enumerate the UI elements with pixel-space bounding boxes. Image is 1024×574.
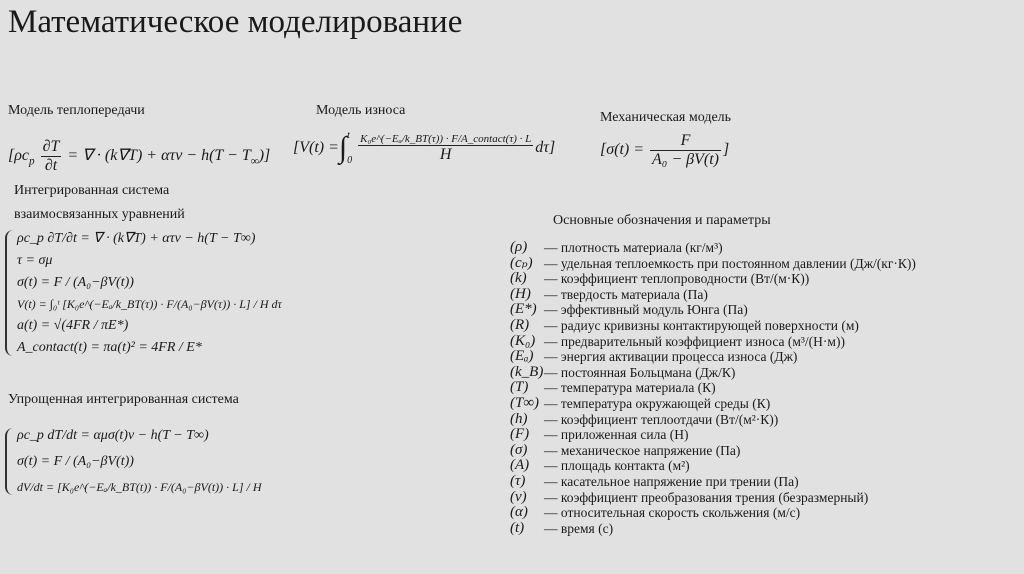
legend-symbol: (ρ) <box>510 239 528 255</box>
legend-symbol: (t) <box>510 519 525 536</box>
legend-item <box>510 287 916 303</box>
upper-limit: t <box>347 130 350 141</box>
simplified-label: Упрощенная интегрированная система <box>8 392 239 407</box>
system-line: V(t) = ∫₀ᵗ [K₀e^(−Eₐ/k_BT(τ)) · F/(A₀−βV(τ)) · L] / H dτ <box>17 297 282 311</box>
wear-fraction <box>358 133 533 164</box>
legend-symbol: (k_B) <box>510 363 544 380</box>
legend-symbol: (H) <box>510 285 531 302</box>
heat-fraction <box>41 138 62 175</box>
legend-description: — радиус кривизны контактирующей поверхности (м) <box>544 317 859 333</box>
legend-item <box>510 521 916 537</box>
wear-model-equation <box>293 130 555 166</box>
legend-description: — плотность материала (кг/м³) <box>544 240 723 255</box>
system-line: σ(t) = F / (A₀−βV(t)) <box>17 275 134 290</box>
frac-den: H <box>439 145 452 163</box>
heat-model-label: Модель теплопередачи <box>8 103 145 118</box>
legend-item <box>510 490 916 506</box>
legend-description: — механическое напряжение (Па) <box>544 442 741 458</box>
frac-den: ∂t <box>44 157 58 174</box>
legend-symbol: (E*) <box>510 301 537 318</box>
legend-symbol: (F) <box>510 426 530 443</box>
system-line: ρc_p dT/dt = αμσ(t)v − h(T − T∞) <box>17 428 209 443</box>
lower-limit: 0 <box>347 155 353 166</box>
legend-description: — температура окружающей среды (К) <box>544 395 771 411</box>
system-line: dV/dt = [K₀e^(−Eₐ/k_BT(t)) · F/(A₀−βV(t)) · L] / H <box>17 480 262 494</box>
frac-den: A₀ − βV(t) <box>652 151 719 168</box>
integrated-system <box>5 230 282 356</box>
legend-item <box>510 443 916 459</box>
slide-title: Математическое моделирование <box>8 4 463 40</box>
legend-description: — температура материала (К) <box>544 380 716 396</box>
mech-model-label: Механическая модель <box>600 110 732 125</box>
legend-description: — постоянная Больцмана (Дж/К) <box>544 364 736 380</box>
legend-description: — эффективный модуль Юнга (Па) <box>544 302 748 318</box>
legend-item <box>510 505 916 521</box>
legend-description: — коэффициент теплопроводности (Вт/(м·К)) <box>544 271 810 287</box>
legend-description: — коэффициент преобразования трения (безразмерный) <box>544 489 869 505</box>
legend-symbol: (v) <box>510 488 527 505</box>
legend-item <box>510 412 916 428</box>
legend-symbol: (Eₐ) <box>510 348 534 365</box>
heat-lhs: [ρc <box>8 147 30 165</box>
legend-description: — коэффициент теплоотдачи (Вт/(м²·К)) <box>544 411 779 427</box>
legend-item <box>510 349 916 365</box>
legend-symbol: (α) <box>510 504 528 521</box>
system-line: τ = σμ <box>17 253 53 268</box>
legend-symbol: (R) <box>510 316 530 333</box>
brace <box>5 230 13 356</box>
wear-lhs: [V(t) = <box>293 139 339 156</box>
legend-symbol: (A) <box>510 457 530 474</box>
legend-symbol: (k) <box>510 270 527 287</box>
legend-item <box>510 396 916 412</box>
legend-symbol: (h) <box>510 410 528 427</box>
legend-description: — относительная скорость скольжения (м/с) <box>544 505 801 521</box>
legend-description: — приложенная сила (Н) <box>544 427 689 443</box>
legend-description: — время (с) <box>544 520 614 536</box>
system-line: σ(t) = F / (A₀−βV(t)) <box>17 454 134 469</box>
frac-num: K₀e^(−Eₐ/k_BT(τ)) · F/A_contact(τ) · L <box>360 132 532 145</box>
legend-symbol: (T∞) <box>510 394 540 411</box>
heat-model-equation <box>8 138 270 175</box>
legend-item <box>510 365 916 381</box>
brace <box>5 428 13 495</box>
heat-rhs: = ∇ · (k∇T) + ατv − h(T − T <box>67 147 251 165</box>
legend-item <box>510 474 916 490</box>
system-line: a(t) = √(4FR / πE*) <box>17 318 129 333</box>
frac-num: F <box>650 132 721 151</box>
wear-model-label: Модель износа <box>316 103 406 118</box>
legend-symbol: (K₀) <box>510 332 536 349</box>
legend-item <box>510 380 916 396</box>
heat-close: )] <box>258 147 271 165</box>
integrated-label-2: взаимосвязанных уравнений <box>14 207 185 222</box>
legend-item <box>510 256 916 272</box>
legend-item <box>510 240 916 256</box>
legend-symbol: (T) <box>510 379 529 396</box>
legend-description: — площадь контакта (м²) <box>544 458 690 474</box>
legend-symbol: (σ) <box>510 441 528 458</box>
legend-list <box>510 240 916 536</box>
legend-item <box>510 302 916 318</box>
legend-description: — энергия активации процесса износа (Дж) <box>544 349 798 365</box>
frac-num: ∂T <box>42 138 60 155</box>
mech-close: ] <box>723 141 730 159</box>
legend-description: — удельная теплоемкость при постоянном давлении (Дж/(кг·К)) <box>544 255 916 271</box>
legend-symbol: (cₚ) <box>510 254 533 271</box>
legend-description: — твердость материала (Па) <box>544 286 708 302</box>
legend-description: — касательное напряжение при трении (Па) <box>544 473 799 489</box>
legend-item <box>510 427 916 443</box>
heat-rhs-sub: ∞ <box>250 155 259 168</box>
legend-description: — предварительный коэффициент износа (м³/(Н·м)) <box>544 333 845 349</box>
integrated-label-1: Интегрированная система <box>14 183 170 198</box>
system-line: ρc_p ∂T/∂t = ∇ · (k∇T) + ατv − h(T − T∞) <box>17 231 256 246</box>
wear-tail: dτ] <box>535 139 556 156</box>
legend-item <box>510 458 916 474</box>
legend-symbol: (τ) <box>510 472 526 489</box>
mech-lhs: [σ(t) = <box>600 141 645 159</box>
system-line: A_contact(t) = πa(t)² = 4FR / E* <box>17 340 202 355</box>
legend-item <box>510 318 916 334</box>
heat-lhs-sub: p <box>29 155 35 168</box>
legend-title: Основные обозначения и параметры <box>553 213 771 228</box>
legend-item <box>510 271 916 287</box>
integral-sign: ∫ <box>338 131 348 164</box>
simplified-system <box>5 428 261 495</box>
mech-fraction <box>650 132 721 169</box>
legend-item <box>510 334 916 350</box>
mech-model-equation <box>600 132 729 169</box>
